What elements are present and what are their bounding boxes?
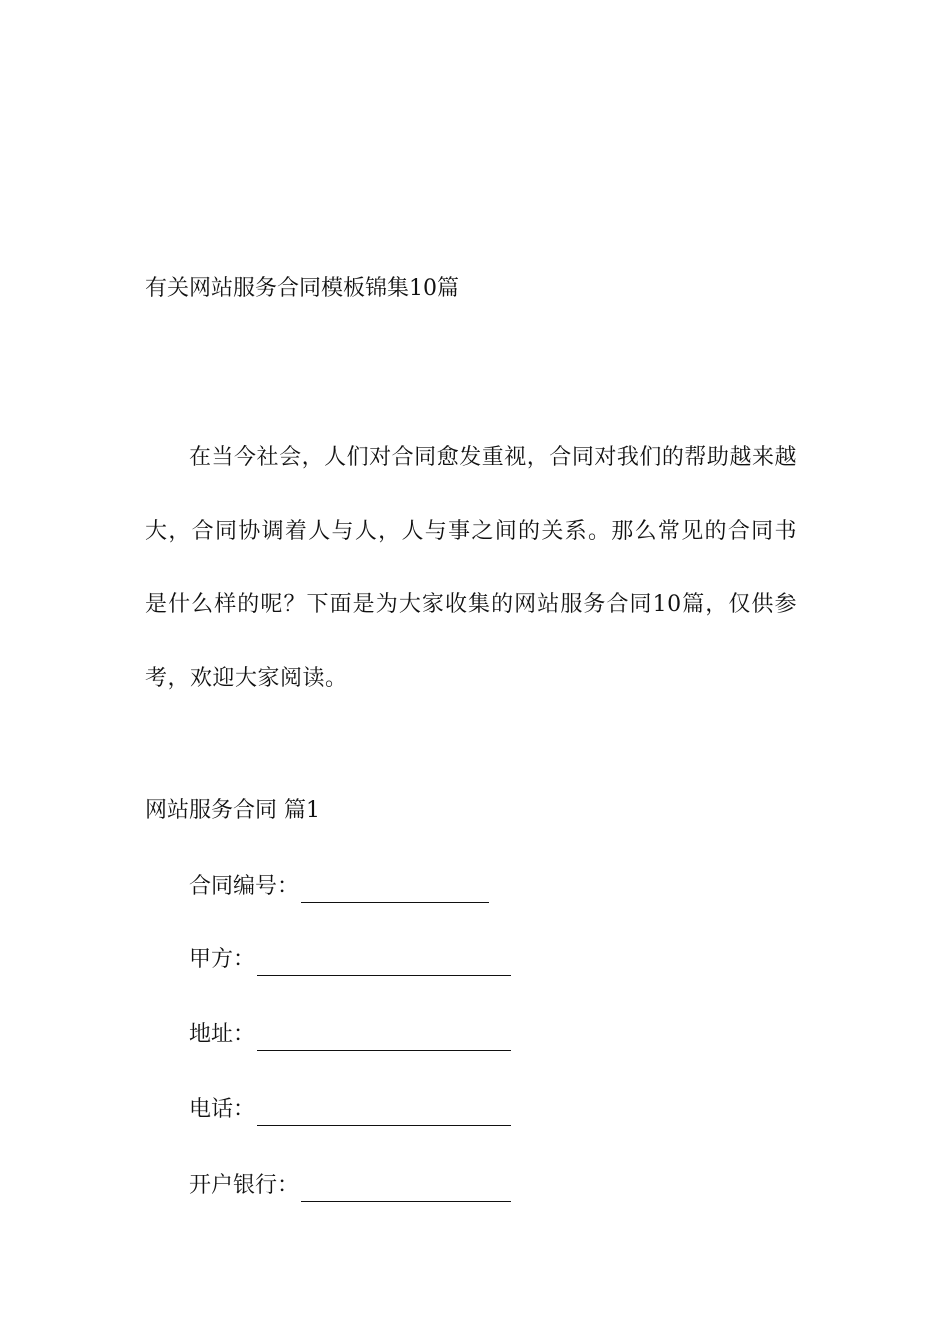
intro-paragraph: 在当今社会，人们对合同愈发重视，合同对我们的帮助越来越大，合同协调着人与人，人与事之间的关系。那么常见的合同书是什么样的呢？下面是为大家收集的网站服务合同10篇，仅供参考，欢迎大家阅读。 (145, 445, 797, 691)
field-label: 甲方： (189, 947, 256, 972)
contract-number-field (189, 871, 489, 903)
field-label: 合同编号： (189, 874, 300, 899)
document-title: 有关网站服务合同模板锦集10篇 (145, 276, 459, 301)
phone-field (189, 1094, 511, 1126)
bank-field (189, 1170, 511, 1202)
field-label: 地址： (189, 1022, 256, 1047)
fill-in-blank-line (301, 1175, 511, 1202)
field-label: 开户银行： (189, 1173, 300, 1198)
fill-in-blank-line (257, 949, 511, 976)
party-a-field (189, 944, 511, 976)
section-heading: 网站服务合同 篇1 (145, 798, 320, 823)
fill-in-blank-line (301, 876, 489, 903)
address-field (189, 1019, 511, 1051)
fill-in-blank-line (257, 1024, 511, 1051)
fill-in-blank-line (257, 1099, 511, 1126)
field-label: 电话： (189, 1097, 256, 1122)
